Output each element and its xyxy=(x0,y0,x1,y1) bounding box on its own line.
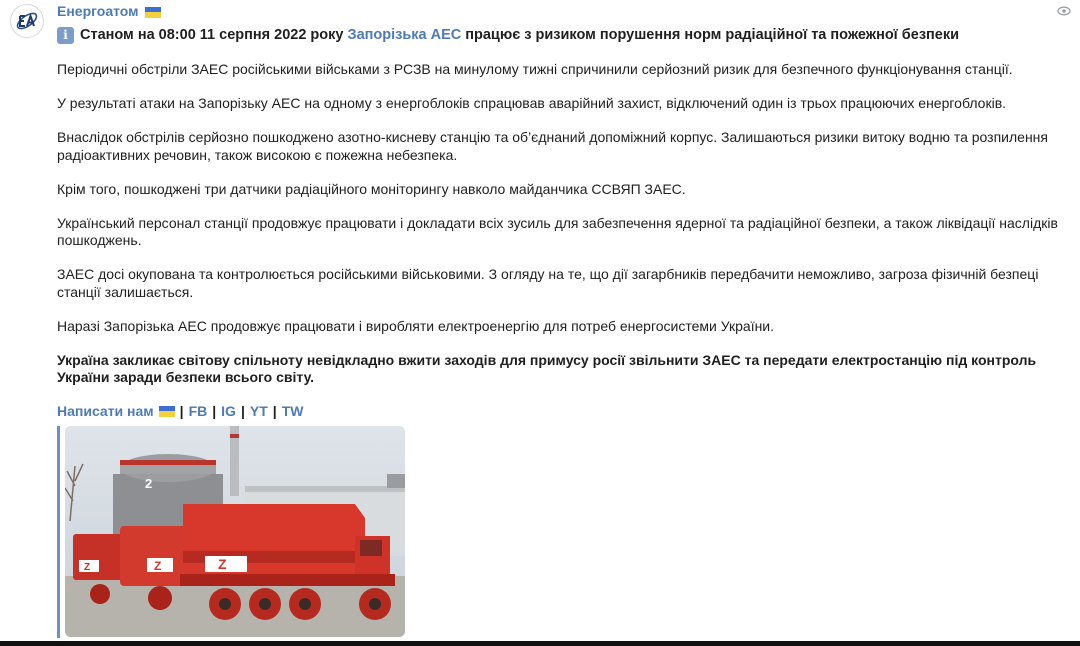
bottom-border xyxy=(0,641,1080,646)
svg-text:2: 2 xyxy=(145,476,153,491)
paragraph: Періодичні обстріли ЗАЕС російськими військами з РСЗВ на минулому тижні спричинили серйозний ризик для безпечного функціонування станції. xyxy=(57,61,1013,77)
energoatom-logo-icon xyxy=(14,8,40,34)
link-separator: | xyxy=(179,402,184,419)
channel-header xyxy=(57,3,1067,21)
paragraph: Внаслідок обстрілів серйозно пошкоджено азотно-кисневу станцію та об’єднаний допоміжний корпус. Залишаються ризики витоку водню та розпилення радіоактивних речовин, також високою є пожежна небезпека. xyxy=(57,129,1048,163)
photo-trucks-image xyxy=(65,426,405,637)
channel-name[interactable]: Енергоатом xyxy=(57,3,139,20)
fb-link[interactable]: FB xyxy=(188,402,208,419)
bold-paragraph: Україна закликає світову спільноту невідкладно вжити заходів для примусу росії звільнити ЗАЕС та передати електростанцію під контроль України заради безпеки всього світу. xyxy=(57,351,1037,385)
link-separator: | xyxy=(272,402,277,419)
svg-text:Z: Z xyxy=(218,556,227,572)
svg-text:Z: Z xyxy=(154,559,162,573)
paragraph: Крім того, пошкоджені три датчики радіаційного моніторингу навколо майданчика ССВЯП ЗАЕС. xyxy=(57,180,686,197)
svg-text:Z: Z xyxy=(84,562,91,573)
link-separator: | xyxy=(212,402,217,419)
paragraph: У результаті атаки на Запорізьку АЕС на одному з енергоблоків спрацював аварійний захист, відключений один із трьох працюючих енергоблоків. xyxy=(57,95,1007,111)
write-us-link[interactable]: Написати нам xyxy=(57,402,154,419)
post-photo[interactable] xyxy=(65,426,405,637)
paragraph: ЗАЕС досі окупована та контролюється російськими військовими. З огляду на те, що дії загарбників передбачити неможливо, загроза фізичній безпеці станції залишається. xyxy=(57,266,1039,300)
channel-avatar[interactable] xyxy=(10,4,44,38)
ukraine-flag-icon xyxy=(145,7,161,18)
social-links xyxy=(57,403,1067,421)
info-icon: i xyxy=(57,27,74,44)
post-body xyxy=(57,3,1067,420)
ig-link[interactable]: IG xyxy=(221,402,236,419)
link-separator: | xyxy=(240,402,245,419)
media-preview xyxy=(57,426,415,638)
yt-link[interactable]: YT xyxy=(249,402,268,419)
post-headline xyxy=(57,27,1067,45)
paragraph: Український персонал станції продовжує працювати і докладати всіх зусиль для забезпечення ядерної та радіаційної безпеки, а також ліквідації наслідків пошкоджень. xyxy=(57,214,1058,248)
headline-prefix: Станом на 08:00 11 серпня 2022 року xyxy=(80,27,344,43)
tw-link[interactable]: TW xyxy=(281,402,304,419)
ukraine-flag-icon xyxy=(159,406,175,417)
headline-suffix: працює з ризиком порушення норм радіаційної та пожежної безпеки xyxy=(465,27,960,43)
headline-link[interactable]: Запорізька АЕС xyxy=(347,27,462,43)
paragraph: Наразі Запорізька АЕС продовжує працювати і виробляти електроенергію для потреб енергосистеми України. xyxy=(57,317,775,334)
